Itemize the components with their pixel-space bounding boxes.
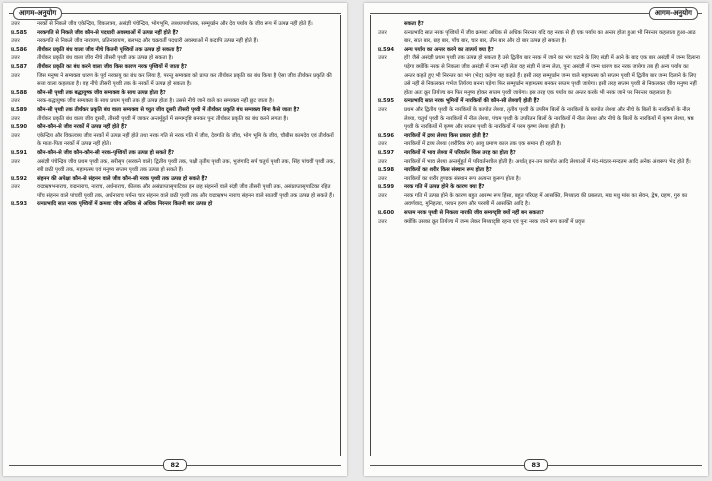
page-frame-line [370, 15, 371, 456]
question-row [378, 149, 700, 158]
answer-row [378, 218, 700, 227]
question-row [11, 200, 335, 209]
question-text: कौन-सी पृथ्वी तक तीर्थंकर प्रकृति बंध वाला सम्यक्त्व से च्युत जीव दूसरी तीसरी पृथ्वी में तीर्थंकर प्रकृति बंध सम्यक्त्व बिना कैसे जाता है? [37, 106, 300, 113]
answer-label: उत्तर [378, 158, 387, 165]
answer-label: उत्तर [378, 218, 387, 225]
question-row [11, 63, 335, 72]
answer-label: उत्तर [378, 106, 387, 113]
question-text: सकता है? [404, 21, 424, 27]
question-number: प्र.587 [11, 63, 28, 70]
answer-row [11, 158, 335, 175]
question-row [378, 132, 700, 141]
question-row [11, 89, 335, 98]
right-page-content [378, 20, 700, 226]
question-row [378, 209, 700, 218]
question-number: प्र.588 [11, 89, 28, 96]
answer-row [378, 54, 700, 97]
question-number: प्र.586 [11, 46, 28, 53]
answer-text: नरक गति में उत्पन्न होने के कारण बहुत आरम्भ रूप हिंसा, बहुत परिग्रह में आसक्ति, मिथ्यात्व की प्रबलता, मद्य मधु मांस का सेवन, द्वेष, ग्रहण, गुरु का अवर्णवाद, मुनिहत्या, परधन हरण और परस्त्री में आसक्ति आदि है। [404, 192, 688, 208]
question-number: प्र.585 [11, 29, 28, 36]
running-header: आगम-अनुयोग [13, 7, 62, 20]
answer-text: रत्नप्रभादि सात नरक पृथ्वियों में जीव क्रमशः अधिक से अधिक निरन्तर यदि वह नरक से ही एक पर्याय का अन्तर होता हुआ भी निरन्तर कहलाता हुआ-आठ बार, सात बार, छह बार, पाँच बार, चार बार, तीन बार और दो बार उत्पन्न हो सकता है। [404, 29, 696, 45]
answer-text: नारकियों में द्रव्य लेश्या (शरीरिक रंग) आयु प्रमाण काल तक एक समान ही रहती है। [404, 141, 562, 148]
page-number: 82 [163, 459, 187, 471]
answer-text: तीर्थंकर प्रकृति बंध वाला जीव दूसरी, तीसरी पृथ्वी में जाकर अन्तर्मुहूर्त में सम्यग्दृष्टि बनकर पुनः तीर्थंकर प्रकृति का बंध करने लगता है। [37, 115, 289, 122]
question-row [378, 166, 700, 175]
answer-row [378, 106, 700, 132]
answer-text: एकेन्द्रिय और विकलत्रय जीव नरकों में उत्पन्न नहीं होते तथा नरक गति से नरक गति में जीव, देवगति के जीव, भोग भूमि के जीव, चौबीस कामदेव एवं तीर्थंकरों के माता-पिता नरकों में उत्पन्न नहीं होते। [37, 132, 334, 148]
question-number: प्र.599 [378, 184, 395, 191]
answer-text: तीर्थंकर प्रकृति बंध वाला जीव नीचे तीसरी पृथ्वी तक उत्पन्न हो सकता है। [37, 55, 174, 62]
answer-text: वज्रऋषभनाराच, वज्रनाराच, नाराच, अर्धनाराच, कीलक और असंप्राप्तासृपाटिका इन छह संहननों वाले संज्ञी जीव तीसरी पृथ्वी तक, असंप्राप्तासृपाटिका रहित पाँच संहनन वाले पांचवीं पृथ्वी तक, अर्धनाराच पर्यन्त चार संहनन वाले छठी पृथ्वी तक और वज्रऋषभ नाराच संहनन वाले सातवीं पृथ्वी तक उत्पन्न हो सकते हैं। [37, 184, 334, 199]
answer-text: नारकियों में भाव लेश्या अन्तर्मुहूर्त में परिवर्तनशील होती है। अर्थात् इन-तन कापोत आदि लेश्याओं में मंद-मंदतर-मन्दतम आदि अनेक अंशरूप भेद होते हैं। [404, 158, 691, 165]
answer-label: उत्तर [11, 72, 20, 79]
question-number: प्र.600 [378, 210, 395, 217]
left-page-content [11, 20, 335, 209]
answer-label: उत्तर [11, 115, 20, 122]
question-text: नरकगति से निकले जीव कौन-से पदधारी अवस्थाओं में उत्पन्न नहीं होते हैं? [37, 29, 179, 36]
question-number: प्र.596 [378, 132, 395, 139]
answer-row [11, 132, 335, 149]
question-row [378, 183, 700, 192]
question-row [378, 97, 700, 106]
answer-row [11, 72, 335, 89]
answer-text: नरक-बद्धायुष्क जीव सम्यक्त्व के साथ प्रथम पृथ्वी तक ही उत्पन्न होता है। उससे नीचे जाने वाले का सम्यक्त्व नहीं छूट जाता है। [37, 98, 274, 105]
answer-label: उत्तर [378, 29, 387, 36]
question-text: कौन-सी पृथ्वी तक बद्धायुष्क जीव सम्यक्त्व के साथ उत्पन्न होता है? [37, 89, 166, 96]
question-row [11, 175, 335, 184]
question-text: तीर्थंकर प्रकृति का बंध करने वाला जीव किस कारण नरक पृथ्वियों में जाता है? [37, 63, 188, 70]
question-number: प्र.597 [378, 149, 395, 156]
answer-text: नरकों से निकले जीव एकेन्द्रिय, विकलत्रय, असंज्ञी पंचेन्द्रिय, भोगभूमि, लब्ध्यपर्याप्तक, सम्मूर्च्छन और देव पर्याय के जीव रूप में उत्पन्न नहीं होते हैं। [37, 21, 313, 27]
question-text: नारकियों में द्रव्य लेश्या किस प्रकार होती है? [404, 132, 489, 139]
page-number: 83 [524, 459, 548, 471]
answer-row [378, 175, 700, 184]
right-page [364, 3, 708, 476]
question-row [378, 46, 700, 55]
answer-text: जिस मनुष्य ने सम्यक्त्व धारण के पूर्व नरकायु का बंध कर लिया है, परन्तु सम्यक्त्व को प्राप्त कर तीर्थंकर प्रकृति का बंध किया है ऐसा जीव तीर्थंकर प्रकृति की सत्ता वाला कहलाता है। वह नीचे तीसरी पृथ्वी तक के नरकों में उत्पन्न हो सकता है। [37, 72, 332, 88]
answer-label: उत्तर [11, 38, 20, 45]
question-number: प्र.598 [378, 167, 395, 174]
left-page [3, 3, 347, 476]
answer-label: उत्तर [11, 98, 20, 105]
question-text: रत्नप्रभादि सात नरक पृथ्वियों में क्रमशः जीव अधिक से अधिक निरन्तर कितनी बार उत्पन्न हो [37, 201, 213, 208]
question-number [378, 20, 404, 29]
question-row [11, 46, 335, 55]
answer-row [11, 54, 335, 63]
question-text: अन्य पर्याय का अन्तर करने का तात्पर्य क्या है? [404, 46, 494, 53]
answer-row [11, 97, 335, 106]
answer-row [11, 37, 335, 46]
answer-row [378, 158, 700, 167]
answer-label: उत्तर [378, 141, 387, 148]
answer-label: उत्तर [11, 21, 20, 27]
answer-text: नारकियों का शरीर हुण्डक संस्थान रूप अत्यन्त कुरूप होता है। [404, 175, 521, 182]
answer-label: उत्तर [378, 55, 387, 62]
answer-row [11, 20, 335, 29]
question-row [378, 20, 700, 29]
question-number: प्र.593 [11, 201, 28, 208]
question-number: प्र.595 [378, 98, 395, 105]
page-frame-line [340, 15, 341, 456]
answer-row [11, 183, 335, 200]
question-text: सप्तम नरक पृथ्वी से निकला नारकी जीव सम्यग्दृष्टि क्यों नहीं बन सकता? [404, 210, 544, 217]
answer-label: उत्तर [378, 192, 387, 199]
question-number: प्र.594 [378, 46, 395, 53]
answer-label: उत्तर [11, 158, 20, 165]
answer-label: उत्तर [11, 184, 20, 191]
answer-text: हाँ! जैसे असंज्ञी प्रथम पृथ्वी तक उत्पन्न हो सकता है उसे द्वितीय बार नरक में जाने का भंग घटाने के लिए संज्ञी में आने के बाद एक बार असंज्ञी में जन्म दिलाना पड़ेगा क्योंकि नरक से निकला जीव असंज्ञी में जन्म नहीं लेता वह संज्ञी में जन्म लेता, पुनः असंज्ञी में जन्म धारण कर नरक जायेगा तब ही अन्य पर्याय का अन्तर कहते हुए भी निरन्तर का भंग (भेद) कहेगा यह कहते हैं। इसी तरह सम्मूर्च्छन जन्म वाले महामत्स्य को सप्तम पृथ्वी में द्वितीय बार जन्म दिलाने के लिए उसे नहीं से निकलकर गर्भज तिर्यञ्च बनना पड़ेगा फिर सम्मूर्च्छन महामत्स्य बनकर सप्तम पृथ्वी जायेगा। इसी तरह सप्तम पृथ्वी से निकलकर जीव मनुष्य नहीं होता अतः क्रूर तिर्यञ्च बन फिर मनुष्य होकर सप्तम पृथ्वी जायेगा। इस तरह एक पर्याय का अन्तर करके भी नरक जाने पर निरन्तर कहलाता है। [404, 55, 700, 96]
answer-text: क्योंकि उसका क्रूर तिर्यञ्च में जन्म लेकर मिथ्यादृष्टि रहना एवं पुनः नरक जाने रूप कार्यों में प्रवृत्त [404, 218, 585, 225]
question-text: नारकियों में भाव लेश्या में परिवर्तन किस तरह का होता है? [404, 149, 516, 156]
answer-row [378, 29, 700, 46]
answer-row [378, 140, 700, 149]
answer-label: उत्तर [378, 175, 387, 182]
question-number: प्र.591 [11, 149, 28, 156]
question-row [11, 149, 335, 158]
question-number: प्र.592 [11, 175, 28, 182]
answer-text: असंज्ञी पंचेन्द्रिय जीव प्रथम पृथ्वी तक, सरीसृप (सरकने वाले) द्वितीय पृथ्वी तक, पक्षी तृतीय पृथ्वी तक, भुजंगादि सर्प चतुर्थ पृथ्वी तक, सिंह पांचवीं पृथ्वी तक, स्त्री छठी पृथ्वी तक, महामत्स्य एवं मनुष्य सप्तम पृथ्वी तक उत्पन्न हो सकते हैं। [37, 158, 335, 174]
question-row [11, 29, 335, 38]
question-text: नारकियों का शरीर किस संस्थान रूप होता है? [404, 167, 492, 174]
running-header: आगम-अनुयोग [649, 7, 698, 20]
answer-label: उत्तर [11, 55, 20, 62]
question-row [11, 106, 335, 115]
answer-text: प्रथम और द्वितीय पृथ्वी के नारकियों के कापोत लेश्या, तृतीय पृथ्वी के उपरिम बिलों के नारकियों के कापोत लेश्या और नीचे के बिलों के नारकियों के नील लेश्या, चतुर्थ पृथ्वी के नारकियों में नील लेश्या, पंचम पृथ्वी के उपरितन बिलों के नारकियों में नील लेश्या और नीचे के बिलों के नारकियों में कृष्ण लेश्या, षष्ठ पृथ्वी के नारकियों में कृष्ण और सप्तम पृथ्वी के नारकियों में परम कृष्ण लेश्या होती है। [404, 106, 694, 131]
answer-label: उत्तर [11, 132, 20, 139]
question-text: रत्नप्रभादि सात नरक भूमियों में नारकियों की कौन-सी लेश्याएँ होती हैं? [404, 98, 540, 105]
question-number: प्र.590 [11, 124, 28, 131]
question-text: कौन-कौन-से जीव नरकों में उत्पन्न नहीं होते हैं? [37, 124, 128, 131]
answer-text: नरकगति से निकले जीव नारायण, प्रतिनारायण, बलभद्र और चक्रवर्ती पदधारी अवस्थाओं में कदापि उत्पन्न नहीं होते हैं। [37, 38, 259, 45]
question-text: संहनन की अपेक्षा कौन-से संहनन वाले जीव कौन-सी नरक पृथ्वी तक उत्पन्न हो सकते हैं? [37, 175, 208, 182]
question-text: नरक गति में उत्पन्न होने के कारण क्या हैं? [404, 184, 485, 191]
answer-row [378, 192, 700, 209]
question-text: तीर्थंकर प्रकृति बंध वाला जीव नीचे कितनी पृथ्वियों तक उत्पन्न हो सकता है? [37, 46, 183, 53]
answer-row [11, 115, 335, 124]
question-text: कौन-कौन-से जीव कौन-कौन-सी नरक-पृथ्वियों तक उत्पन्न हो सकते हैं? [37, 149, 175, 156]
question-number: प्र.589 [11, 106, 28, 113]
question-row [11, 123, 335, 132]
